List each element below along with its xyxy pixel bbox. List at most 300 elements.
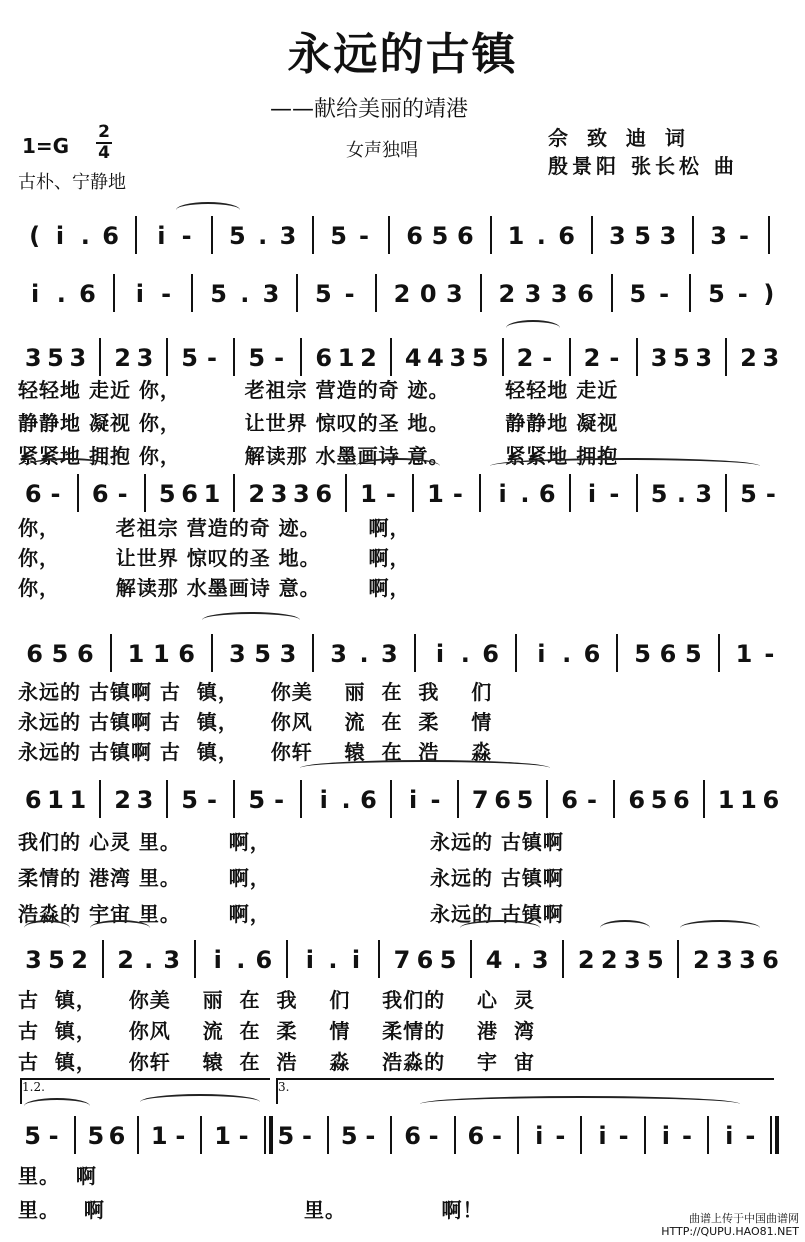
note: i [213,946,222,974]
note: 1 [152,640,170,668]
note: 5 [471,344,489,372]
barline [692,216,694,254]
note: 3 [380,640,398,668]
note: 1 [47,786,64,814]
slur [176,202,240,218]
note: i [157,222,166,250]
barline [200,1116,202,1154]
volta-second-label: 3. [278,1080,290,1094]
note: 1 [735,640,753,668]
note: 6 [673,786,690,814]
note: - [207,344,217,372]
note: 6 [406,222,423,250]
slur [202,612,300,628]
note: ( [29,222,41,250]
note: - [765,480,776,508]
note: 6 [178,640,195,668]
key-signature: 1=G [22,134,70,158]
note: - [764,640,775,668]
note: 3 [695,480,713,508]
note: 3 [762,344,780,372]
lyric-line: 里。 啊 里。 啊！ [18,1198,484,1222]
note: 6 [360,786,377,814]
note: 2 [498,280,516,308]
slur [490,458,760,474]
note: 3 [279,640,297,668]
note: - [207,786,217,814]
slur [506,320,560,336]
barline [312,634,314,672]
note: 2 [114,344,131,372]
note: - [302,1122,312,1150]
note: 5 [181,344,198,372]
note: 5 [48,946,65,974]
barline [636,474,638,512]
tempo-marking: 古朴、宁静地 [18,172,126,193]
note: 6 [255,946,273,974]
note: 5 [650,786,668,814]
staff-line-1 [18,212,790,260]
barline [390,1116,392,1154]
note: 5 [181,786,198,814]
barline [113,274,115,312]
note: 6 [577,280,594,308]
barline [345,474,347,512]
note: 3 [270,480,288,508]
barline [613,780,615,818]
note: i [351,946,361,974]
note: . [80,222,90,250]
staff-line-7 [18,936,790,984]
note: 3 [279,222,297,250]
note: 4 [404,344,422,372]
note: 5 [740,480,757,508]
barline [636,338,638,376]
note: 6 [24,786,42,814]
barline [144,474,146,512]
barline [517,1116,519,1154]
note: - [117,480,128,508]
note: i [537,640,546,668]
barline [569,338,571,376]
staff-line-8 [18,1112,790,1160]
barline [768,216,770,254]
barline [591,216,593,254]
note: - [587,786,597,814]
note: 3 [163,946,181,974]
lyric-line: 古 镇， 你轩 辕 在 浩 淼 浩淼的 宇 宙 [18,1050,535,1074]
watermark-line1: 曲谱上传于中国曲谱网 [689,1212,799,1225]
composer-credit: 殷景阳 张长松 曲 [548,154,738,178]
lyric-line: 紧紧地 拥抱 你， 解读那 水墨画诗 意。 紧紧地 拥抱 [18,444,619,468]
barline [569,474,571,512]
note: 6 [456,222,474,250]
note: . [562,640,572,668]
barline [562,940,564,978]
barline-double [775,1116,779,1154]
slur [300,760,550,776]
barline-double [269,1116,273,1154]
note: 6 [102,222,119,250]
note: 1 [127,640,145,668]
slur [90,920,150,936]
note: 2 [516,344,534,372]
note: 5 [650,480,668,508]
barline [191,274,193,312]
slur [24,920,70,936]
note: 2 [393,280,411,308]
note: - [344,280,355,308]
barline [490,216,492,254]
note: 2 [248,480,266,508]
barline [546,780,548,818]
note: 6 [659,640,677,668]
barline [137,1116,139,1154]
barline [135,216,137,254]
note: . [56,280,66,308]
lyricist-credit: 佘 致 迪 词 [548,126,691,150]
barline [725,338,727,376]
barline [74,1116,76,1154]
note: 6 [181,480,198,508]
note: - [50,480,61,508]
song-title: 永远的古镇 [287,29,518,80]
note: 5 [431,222,449,250]
song-subtitle: ——献给美丽的靖港 [270,97,469,122]
note: 3 [136,344,154,372]
note: . [144,946,154,974]
note: 6 [404,1122,421,1150]
lyric-line: 你， 解读那 水墨画诗 意。 啊， [18,576,411,600]
barline [611,274,613,312]
note: 1 [507,222,525,250]
note: 2 [117,946,134,974]
note: 1 [214,1122,231,1150]
note: 5 [708,280,725,308]
barline [264,1116,266,1154]
staff-line-2 [18,270,790,318]
lyric-line: 浩淼的 宇宙 里。 啊， 永远的 古镇啊 [18,902,564,926]
note: i [55,222,65,250]
note: 2 [600,946,618,974]
barline [378,940,380,978]
note: 2 [577,946,595,974]
staff-line-4 [18,470,790,518]
note: 3 [695,344,713,372]
slur [680,920,760,936]
note: - [181,222,192,250]
note: 6 [762,786,780,814]
barline [296,274,298,312]
note: 4 [427,344,444,372]
note: - [618,1122,629,1150]
barline [312,216,314,254]
note: 6 [561,786,578,814]
note: 6 [24,480,42,508]
note: 1 [717,786,735,814]
note: 5 [673,344,690,372]
note: i [135,280,145,308]
note: 6 [467,1122,485,1150]
barline [102,940,104,978]
note: i [587,480,597,508]
note: i [305,946,314,974]
note: 5 [24,1122,41,1150]
barline [300,338,302,376]
note: - [609,480,620,508]
barline [233,780,235,818]
barline [233,474,235,512]
lyric-line: 永远的 古镇啊 古 镇， 你轩 辕 在 浩 淼 [18,740,493,764]
barline [99,780,101,818]
note: 4 [485,946,503,974]
barline [327,1116,329,1154]
note: 3 [716,946,733,974]
note: 1 [740,786,757,814]
barline [77,474,79,512]
note: 5 [254,640,271,668]
note: - [428,1122,439,1150]
barline [390,338,392,376]
note: 2 [693,946,710,974]
barline [166,780,168,818]
note: 3 [659,222,677,250]
note: 5 [315,280,332,308]
note: - [274,344,285,372]
lyric-line: 我们的 心灵 里。 啊， 永远的 古镇啊 [18,830,564,854]
note: 3 [69,344,87,372]
barline [480,274,482,312]
note: i [435,640,445,668]
note: 5 [330,222,347,250]
note: 2 [583,344,601,372]
note: 6 [494,786,511,814]
barline [166,338,168,376]
barline [725,474,727,512]
note: 6 [762,946,779,974]
barline [515,634,517,672]
note: 6 [315,480,333,508]
note: - [555,1122,566,1150]
barline [233,338,235,376]
note: 6 [91,480,109,508]
note: 1 [427,480,444,508]
note: - [609,344,620,372]
lyric-line: 你， 老祖宗 营造的奇 迹。 啊， [18,516,411,540]
barline [110,634,112,672]
note: - [492,1122,502,1150]
note: . [341,786,351,814]
slur [600,920,650,936]
note: 6 [558,222,575,250]
barline [412,474,414,512]
note: 7 [471,786,489,814]
note: 3 [739,946,756,974]
barline [194,940,196,978]
lyric-line: 你， 让世界 惊叹的圣 地。 啊， [18,546,411,570]
note: 3 [524,280,542,308]
note: 6 [482,640,499,668]
note: i [725,1122,734,1150]
barline [616,634,618,672]
note: 3 [330,640,347,668]
note: 5 [277,1122,295,1150]
time-bottom: 4 [98,143,110,163]
note: . [240,280,250,308]
volta-second [276,1078,774,1104]
note: 1 [69,786,87,814]
note: - [452,480,463,508]
note: 5 [51,640,69,668]
barline [457,780,459,818]
barline [470,940,472,978]
staff-line-6 [18,776,790,824]
lyric-line: 古 镇， 你美 丽 在 我 们 我们的 心 灵 [18,988,535,1012]
time-top: 2 [98,122,110,142]
note: 5 [158,480,176,508]
note: . [328,946,338,974]
barline [300,780,302,818]
slur [460,920,540,936]
note: - [430,786,441,814]
note: 5 [516,786,534,814]
note: - [739,222,749,250]
note: - [542,344,553,372]
note: 3 [710,222,727,250]
barline [677,940,679,978]
barline [211,216,213,254]
barline [703,780,705,818]
note: 5 [634,640,651,668]
note: 3 [228,640,246,668]
barline [99,338,101,376]
note: 3 [449,344,467,372]
note: i [598,1122,607,1150]
staff-line-5 [18,630,790,678]
note: i [319,786,328,814]
note: 5 [248,786,266,814]
note: 5 [634,222,651,250]
lyric-line: 轻轻地 走近 你， 老祖宗 营造的奇 迹。 轻轻地 走近 [18,378,619,402]
note: 5 [439,946,457,974]
note: 3 [608,222,626,250]
note: 5 [248,344,266,372]
note: 3 [24,344,42,372]
note: . [258,222,268,250]
note: 6 [583,640,601,668]
note: - [161,280,172,308]
note: 2 [360,344,377,372]
note: 5 [684,640,702,668]
note: 1 [203,480,221,508]
barline [375,274,377,312]
volta-first [20,1078,270,1104]
note: 5 [210,280,227,308]
watermark [661,1212,799,1238]
slur [356,458,440,474]
lyric-line: 古 镇， 你风 流 在 柔 情 柔情的 港 湾 [18,1019,535,1043]
note: - [274,786,285,814]
note: i [30,280,40,308]
note: - [48,1122,59,1150]
note: 5 [646,946,664,974]
voice-type: 女声独唱 [346,140,418,161]
note: - [359,222,369,250]
lyric-line: 静静地 凝视 你， 让世界 惊叹的圣 地。 静静地 凝视 [18,411,619,435]
barline [689,274,691,312]
note: 1 [150,1122,168,1150]
note: i [498,480,507,508]
barline [718,634,720,672]
note: 2 [114,786,131,814]
note: 7 [393,946,411,974]
time-signature [94,124,114,162]
note: - [175,1122,186,1150]
note: 3 [650,344,668,372]
note: - [365,1122,376,1150]
barline [770,1116,772,1154]
note: 6 [628,786,646,814]
note: - [659,280,670,308]
note: 5 [87,1122,105,1150]
note: 5 [47,344,64,372]
lyric-line: 里。 啊 [18,1164,97,1188]
barline [414,634,416,672]
barline [479,474,481,512]
note: 5 [340,1122,358,1150]
barline [644,1116,646,1154]
note: 6 [79,280,96,308]
note: 3 [262,280,280,308]
barline [502,338,504,376]
volta-first-label: 1.2. [22,1080,45,1094]
note: - [238,1122,249,1150]
note: 5 [629,280,647,308]
note: 3 [293,480,310,508]
note: . [676,480,686,508]
note: - [745,1122,756,1150]
note: 5 [228,222,246,250]
slur [26,458,110,474]
note: 2 [740,344,757,372]
lyric-line: 柔情的 港湾 里。 啊， 永远的 古镇啊 [18,866,564,890]
note: i [661,1122,670,1150]
barline [454,1116,456,1154]
watermark-line2: HTTP://QUPU.HAO81.NET [661,1225,799,1238]
note: ) [763,280,775,308]
note: 3 [136,786,154,814]
note: 3 [550,280,568,308]
barline [390,780,392,818]
note: 0 [419,280,437,308]
note: 6 [315,344,333,372]
note: i [409,786,418,814]
note: 3 [446,280,463,308]
note: 6 [26,640,43,668]
note: 3 [623,946,641,974]
note: 6 [108,1122,126,1150]
barline [580,1116,582,1154]
note: . [236,946,246,974]
note: . [460,640,470,668]
note: - [385,480,396,508]
note: 6 [538,480,556,508]
note: . [359,640,369,668]
note: - [737,280,748,308]
barline [388,216,390,254]
note: i [535,1122,544,1150]
note: . [520,480,530,508]
